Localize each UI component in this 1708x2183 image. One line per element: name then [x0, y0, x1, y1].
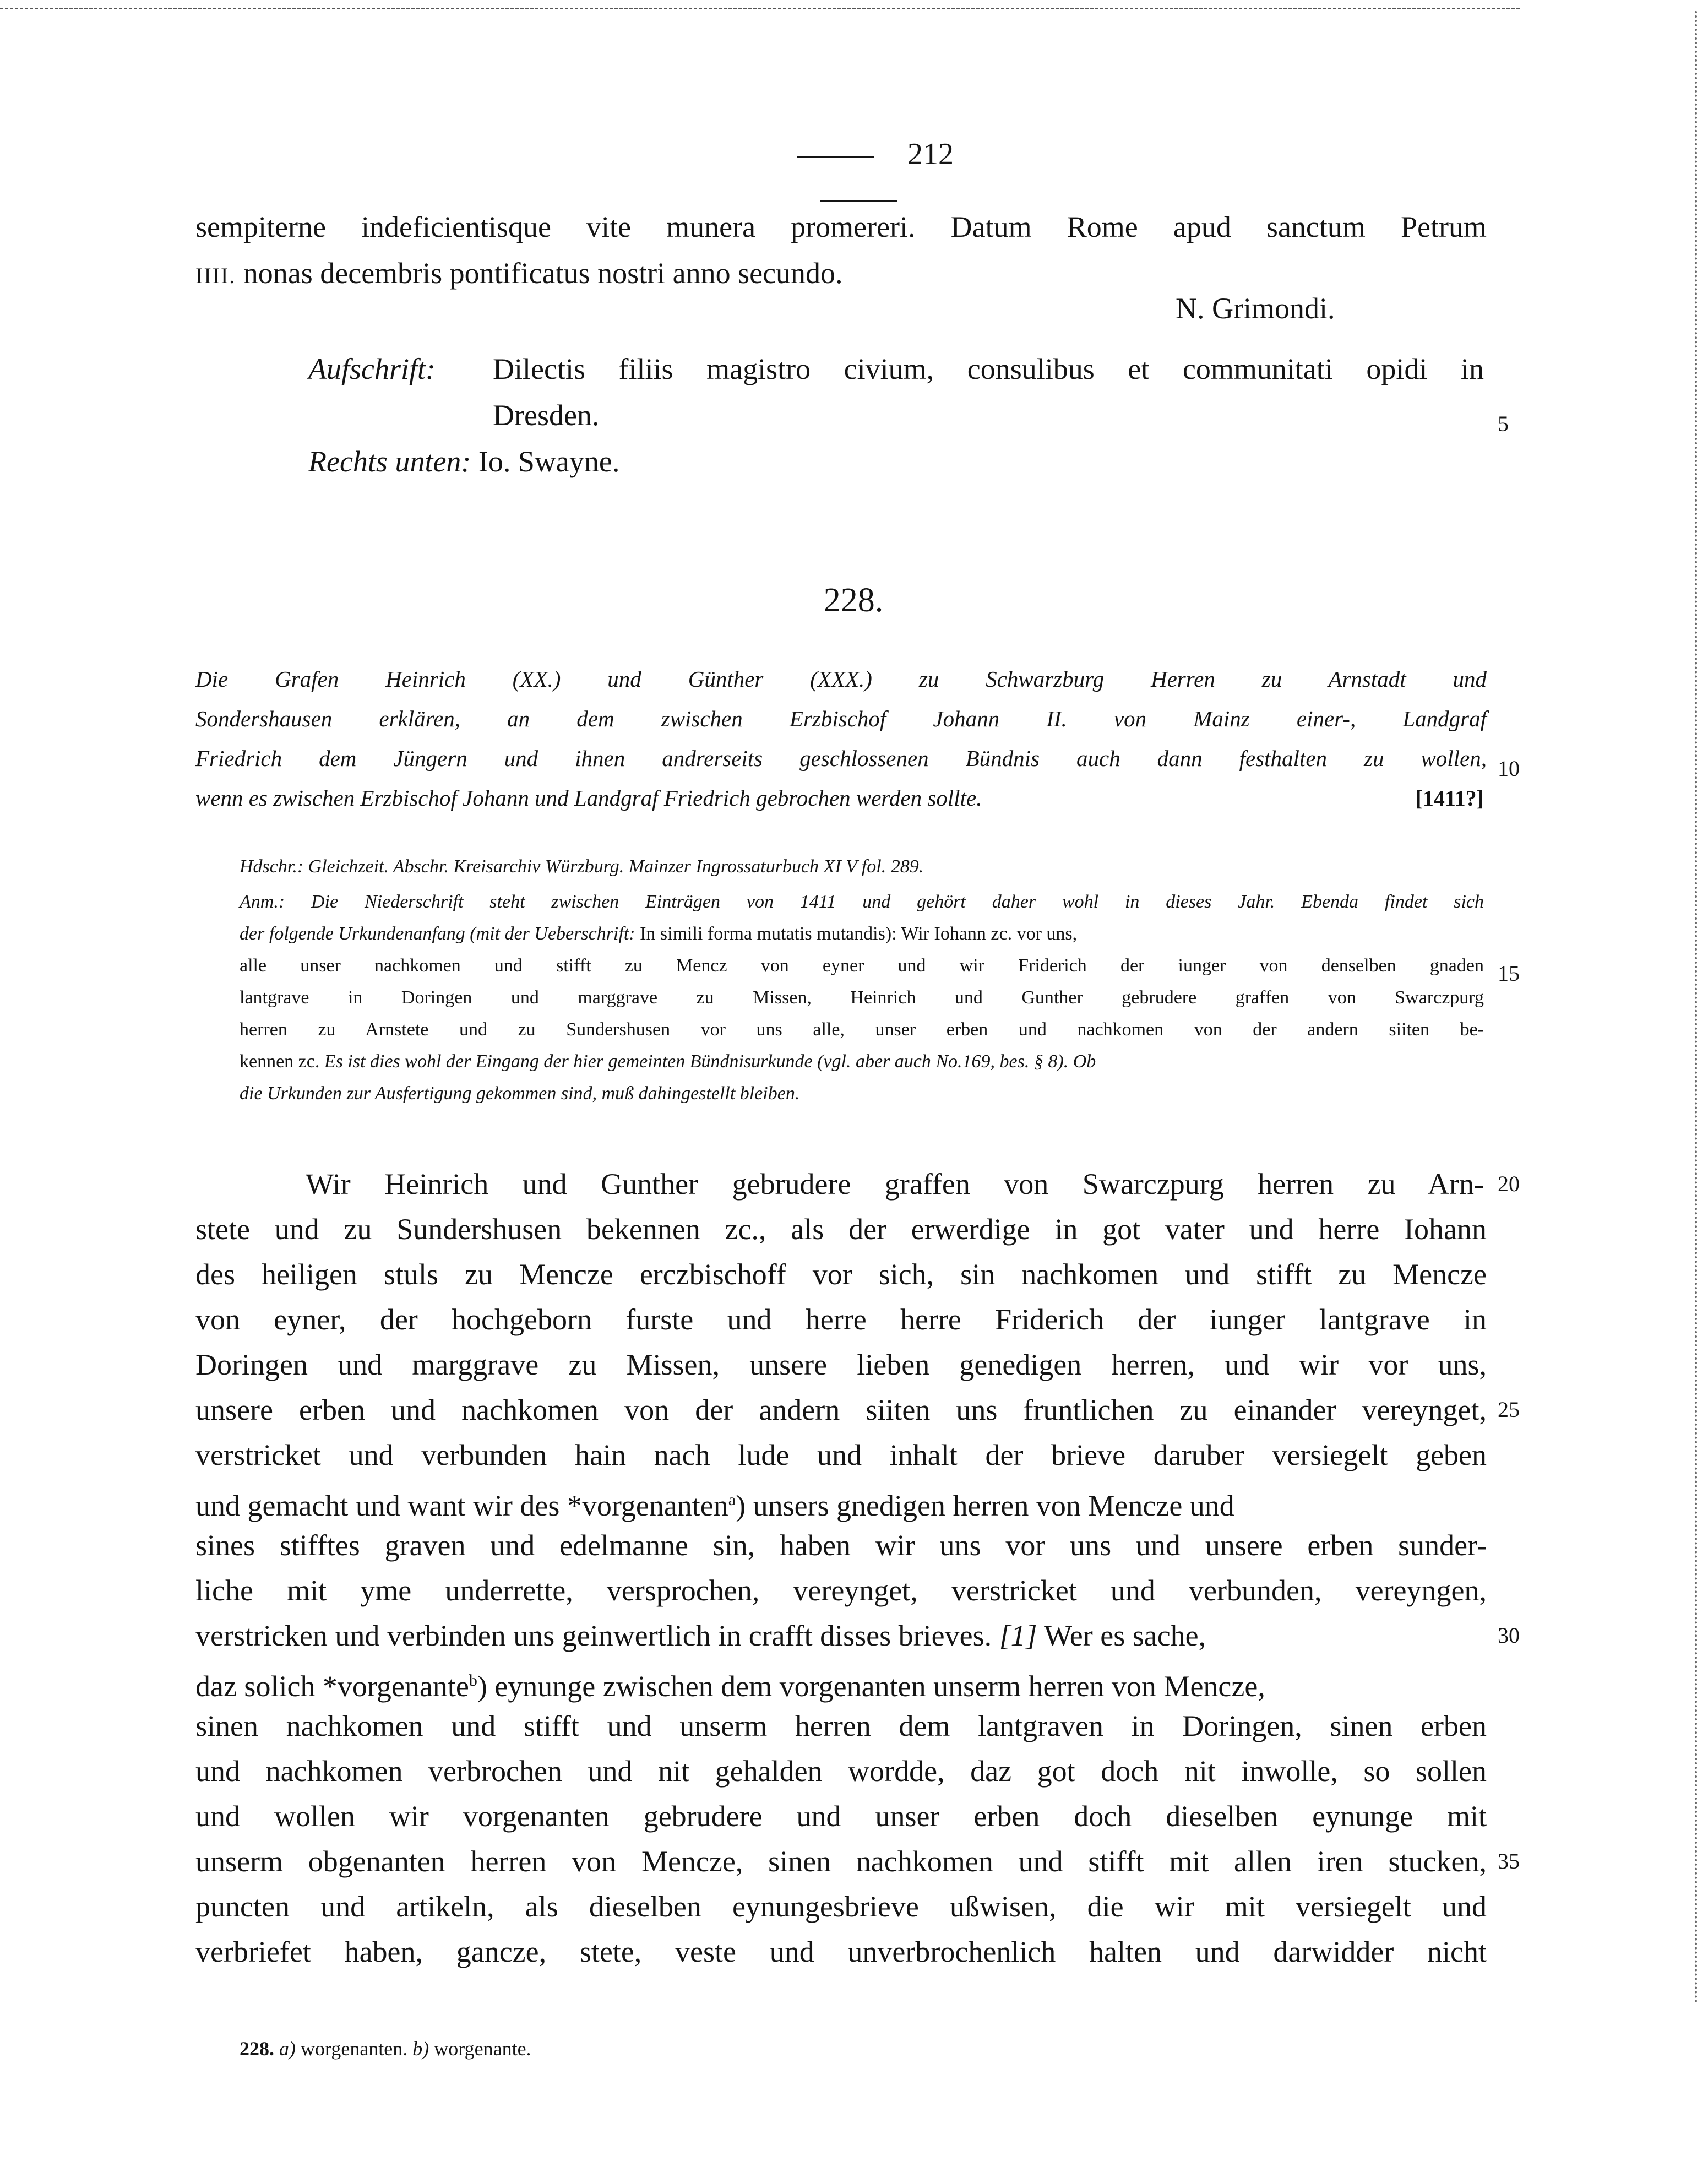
body-line-11: [195, 1614, 1487, 1658]
footnote-b-text: worgenante.: [434, 2038, 531, 2060]
aufschrift-label-text: Aufschrift:: [308, 352, 436, 385]
line-number-15: 15: [1498, 961, 1520, 986]
line-number-30: 30: [1498, 1623, 1520, 1648]
regest-line-1: Die Grafen Heinrich (XX.) und Günther (XXX.) zu Schwarzburg Herren zu Arnstadt und: [195, 666, 1487, 692]
body-line-8-b: ) unsers gnedigen herren von Mencze und: [736, 1489, 1234, 1522]
anm-line-5: herren zu Arnstete und zu Sundershusen vor uns alle, unser erben und nachkomen von der andern siiten be-: [240, 1019, 1484, 1040]
dash-left: [797, 156, 874, 158]
footnote: [240, 2032, 1120, 2065]
regest-line-4: wenn es zwischen Erzbischof Johann und Landgraf Friedrich gebrochen werden sollte.: [195, 785, 982, 811]
hdschr-note: Hdschr.: Gleichzeit. Abschr. Kreisarchiv Würzburg. Mainzer Ingrossaturbuch XI V fol. 289.: [240, 856, 924, 877]
rechts-label: Rechts unten:: [308, 445, 471, 478]
regest-date-text: [1411?]: [1415, 786, 1484, 811]
line-number-20: 20: [1498, 1171, 1520, 1196]
signature: N. Grimondi.: [1176, 292, 1335, 325]
roman-numeral: IIII.: [195, 263, 236, 288]
regest-line-2: Sondershausen erklären, an dem zwischen Erzbischof Johann II. von Mainz einer-, Landgraf: [195, 706, 1487, 731]
top-rule: [0, 8, 1520, 9]
body-line-6: unsere erben und nachkomen von der andern siiten uns fruntlichen zu einander vereynget,: [195, 1393, 1487, 1426]
continuation-line-2-text: nonas decembris pontificatus nostri anno secundo.: [243, 257, 843, 290]
page-number-text: 212: [907, 137, 954, 171]
body-line-5: Doringen und marggrave zu Missen, unsere lieben genedigen herren, und wir vor uns,: [195, 1348, 1487, 1381]
footnote-a-text: worgenanten.: [301, 2038, 408, 2060]
anm-line-4: lantgrave in Doringen und marggrave zu Missen, Heinrich und Gunther gebrudere graffen von Swarczpurg: [240, 987, 1484, 1008]
body-line-11-a: verstricken und verbinden uns geinwertlich in crafft disses brieves.: [195, 1619, 992, 1652]
body-line-14: und nachkomen verbrochen und nit gehalden wordde, daz got doch nit inwolle, so sollen: [195, 1755, 1487, 1788]
anm-line-2: [240, 920, 1484, 948]
body-line-9: sines stifftes graven und edelmanne sin, haben wir uns vor uns und unsere erben sunder-: [195, 1529, 1487, 1562]
body-line-8-a: und gemacht und want wir des *vorgenanten: [195, 1489, 728, 1522]
body-line-4: von eyner, der hochgeborn furste und herre herre Friderich der iunger lantgrave in: [195, 1303, 1487, 1336]
anm-line-7: die Urkunden zur Ausfertigung gekommen sind, muß dahingestellt bleiben.: [240, 1083, 800, 1104]
body-line-18: verbriefet haben, gancze, stete, veste und unverbrochenlich halten und darwidder nicht: [195, 1935, 1487, 1968]
line-number-35: 35: [1498, 1849, 1520, 1874]
rechts-text: Io. Swayne.: [478, 445, 620, 478]
footnote-number: 228.: [240, 2038, 274, 2060]
anm-line-2-roman: In simili forma mutatis mutandis: [640, 924, 885, 944]
anm-line-2-tail: ): Wir Iohann zc. vor uns,: [885, 924, 1078, 944]
rechts-unten: [308, 439, 969, 484]
regest-date: [1388, 780, 1484, 817]
body-line-2: stete und zu Sundershusen bekennen zc., als der erwerdige in got vater und herre Iohann: [195, 1213, 1487, 1246]
body-line-12-a: daz solich *vorgenante: [195, 1670, 469, 1703]
footnote-ref-a: a: [728, 1491, 736, 1509]
body-line-11-b: Wer es sache,: [1044, 1619, 1206, 1652]
body-line-12: [195, 1659, 1487, 1708]
footnote-b-label: b): [412, 2038, 429, 2060]
footnote-a-label: a): [279, 2038, 296, 2060]
anm-line-3: alle unser nachkomen und stifft zu Mencz von eyner und wir Friderich der iunger von denselben gnaden: [240, 955, 1484, 976]
body-line-7: verstricket und verbunden hain nach lude und inhalt der brieve daruber versiegelt geben: [195, 1438, 1487, 1471]
regest-line-3: Friedrich dem Jüngern und ihnen andrerseits geschlossenen Bündnis auch dann festhalten zu wollen,: [195, 746, 1487, 771]
dash-right: [820, 200, 897, 202]
line-number-25: 25: [1498, 1397, 1520, 1422]
aufschrift-text-2: Dresden.: [493, 399, 600, 432]
footnote-ref-b: b: [469, 1671, 477, 1690]
continuation-line-1: sempiterne indeficientisque vite munera promereri. Datum Rome apud sanctum Petrum: [195, 210, 1487, 243]
body-line-15: und wollen wir vorgenanten gebrudere und unser erben doch dieselben eynunge mit: [195, 1800, 1487, 1833]
document-number: 228.: [823, 582, 884, 619]
body-line-16: unserm obgenanten herren von Mencze, sinen nachkomen und stifft mit allen iren stucken,: [195, 1845, 1487, 1878]
anm-line-6-roman: kennen zc.: [240, 1051, 320, 1072]
body-line-10: liche mit yme underrette, versprochen, vereynget, verstricket und verbunden, vereyngen,: [195, 1574, 1487, 1607]
body-line-12-b: ) eynunge zwischen dem vorgenanten unserm herren von Mencze,: [477, 1670, 1265, 1703]
aufschrift-text: Dilectis filiis magistro civium, consulibus et communitati opidi in: [493, 352, 1484, 385]
page-edge: [1695, 11, 1697, 2005]
anm-line-2-italic: der folgende Urkundenanfang (mit der Ueberschrift:: [240, 924, 635, 944]
line-number-5: 5: [1498, 411, 1509, 436]
body-line-13: sinen nachkomen und stifft und unserm herren dem lantgraven in Doringen, sinen erben: [195, 1709, 1487, 1742]
section-marker: [1]: [999, 1619, 1037, 1652]
body-line-17: puncten und artikeln, als dieselben eynungesbrieve ußwisen, die wir mit versiegelt und: [195, 1890, 1487, 1923]
anm-line-1: Anm.: Die Niederschrift steht zwischen Einträgen von 1411 und gehört daher wohl in dieses Jahr. Ebenda findet sich: [240, 892, 1484, 912]
line-number-10: 10: [1498, 756, 1520, 781]
body-line-1: Wir Heinrich und Gunther gebrudere graffen von Swarczpurg herren zu Arn-: [306, 1167, 1484, 1201]
anm-line-6: [240, 1047, 1484, 1076]
body-line-8: [195, 1478, 1487, 1528]
body-line-3: des heiligen stuls zu Mencze erczbischoff vor sich, sin nachkomen und stifft zu Mencze: [195, 1258, 1487, 1291]
aufschrift-label: [308, 347, 474, 391]
anm-line-6-italic: Es ist dies wohl der Eingang der hier gemeinten Bündnisurkunde (vgl. aber auch No.169, bes. § 8). Ob: [324, 1051, 1096, 1072]
